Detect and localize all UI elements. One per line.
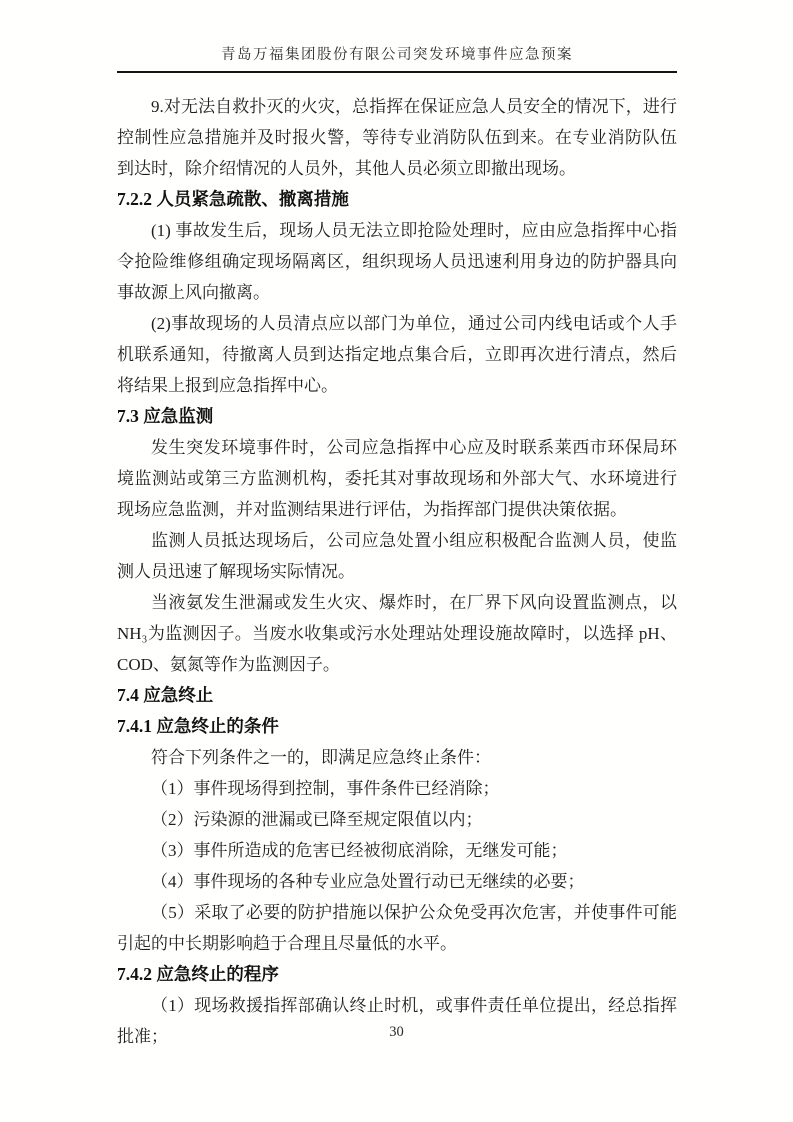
paragraph-7-2-2-item-2: (2)事故现场的人员清点应以部门为单位，通过公司内线电话或个人手机联系通知，待撤离人员到达指定地点集合后，立即再次进行清点，然后将结果上报到应急指挥中心。 — [117, 314, 677, 395]
paragraph-7-4-1-item-3: （3）事件所造成的危害已经被彻底消除，无继发可能； — [151, 841, 568, 860]
heading-7-2-2-evacuation: 7.2.2 人员紧急疏散、撤离措施 — [117, 189, 349, 209]
paragraph-7-4-1-item-5: （5）采取了必要的防护措施以保护公众免受再次危害，并使事件可能引起的中长期影响趋于合理且尽量低的水平。 — [117, 903, 677, 953]
heading-7-4-2-procedure: 7.4.2 应急终止的程序 — [117, 964, 279, 984]
paragraph-7-4-2-item-1: （1）现场救援指挥部确认终止时机，或事件责任单位提出，经总指挥批准； — [117, 996, 677, 1046]
paragraph-7-4-1-item-2: （2）污染源的泄漏或已降至规定限值以内； — [151, 810, 483, 829]
heading-7-4-termination: 7.4 应急终止 — [117, 685, 214, 705]
header-title: 青岛万福集团股份有限公司突发环境事件应急预案 — [221, 47, 573, 63]
paragraph-7-4-1-item-4: （4）事件现场的各种专业应急处置行动已无继续的必要； — [151, 872, 585, 891]
paragraph-7-3-cooperate: 监测人员抵达现场后，公司应急处置小组应积极配合监测人员，使监测人员迅速了解现场实际情况。 — [117, 531, 677, 581]
page-number: 30 — [389, 1024, 404, 1040]
paragraph-7-2-2-item-1: (1) 事故发生后，现场人员无法立即抢险处理时，应由应急指挥中心指令抢险维修组确定现场隔离区，组织现场人员迅速利用身边的防护器具向事故源上风向撤离。 — [117, 221, 677, 302]
heading-7-3-monitoring: 7.3 应急监测 — [117, 406, 214, 426]
document-body — [117, 91, 677, 1052]
paragraph-7-4-1-intro: 符合下列条件之一的，即满足应急终止条件： — [151, 748, 491, 767]
paragraph-fire-response: 9.对无法自救扑灭的火灾，总指挥在保证应急人员安全的情况下，进行控制性应急措施并及时报火警，等待专业消防队伍到来。在专业消防队伍到达时，除介绍情况的人员外，其他人员必须立即撤出现场。 — [117, 97, 677, 178]
document-header — [117, 45, 677, 73]
heading-7-4-1-conditions: 7.4.1 应急终止的条件 — [117, 716, 279, 736]
paragraph-7-3-notify: 发生突发环境事件时，公司应急指挥中心应及时联系莱西市环保局环境监测站或第三方监测机构，委托其对事故现场和外部大气、水环境进行现场应急监测，并对监测结果进行评估，为指挥部门提供决策依据。 — [117, 438, 677, 519]
paragraph-7-3-factors: 当液氨发生泄漏或发生火灾、爆炸时，在厂界下风向设置监测点，以 NH₃为监测因子。当废水收集或污水处理站处理设施故障时，以选择 pH、COD、氨氮等作为监测因子。 — [117, 593, 677, 674]
paragraph-7-4-1-item-1: （1）事件现场得到控制，事件条件已经消除； — [151, 779, 500, 798]
header-rule — [117, 71, 677, 73]
